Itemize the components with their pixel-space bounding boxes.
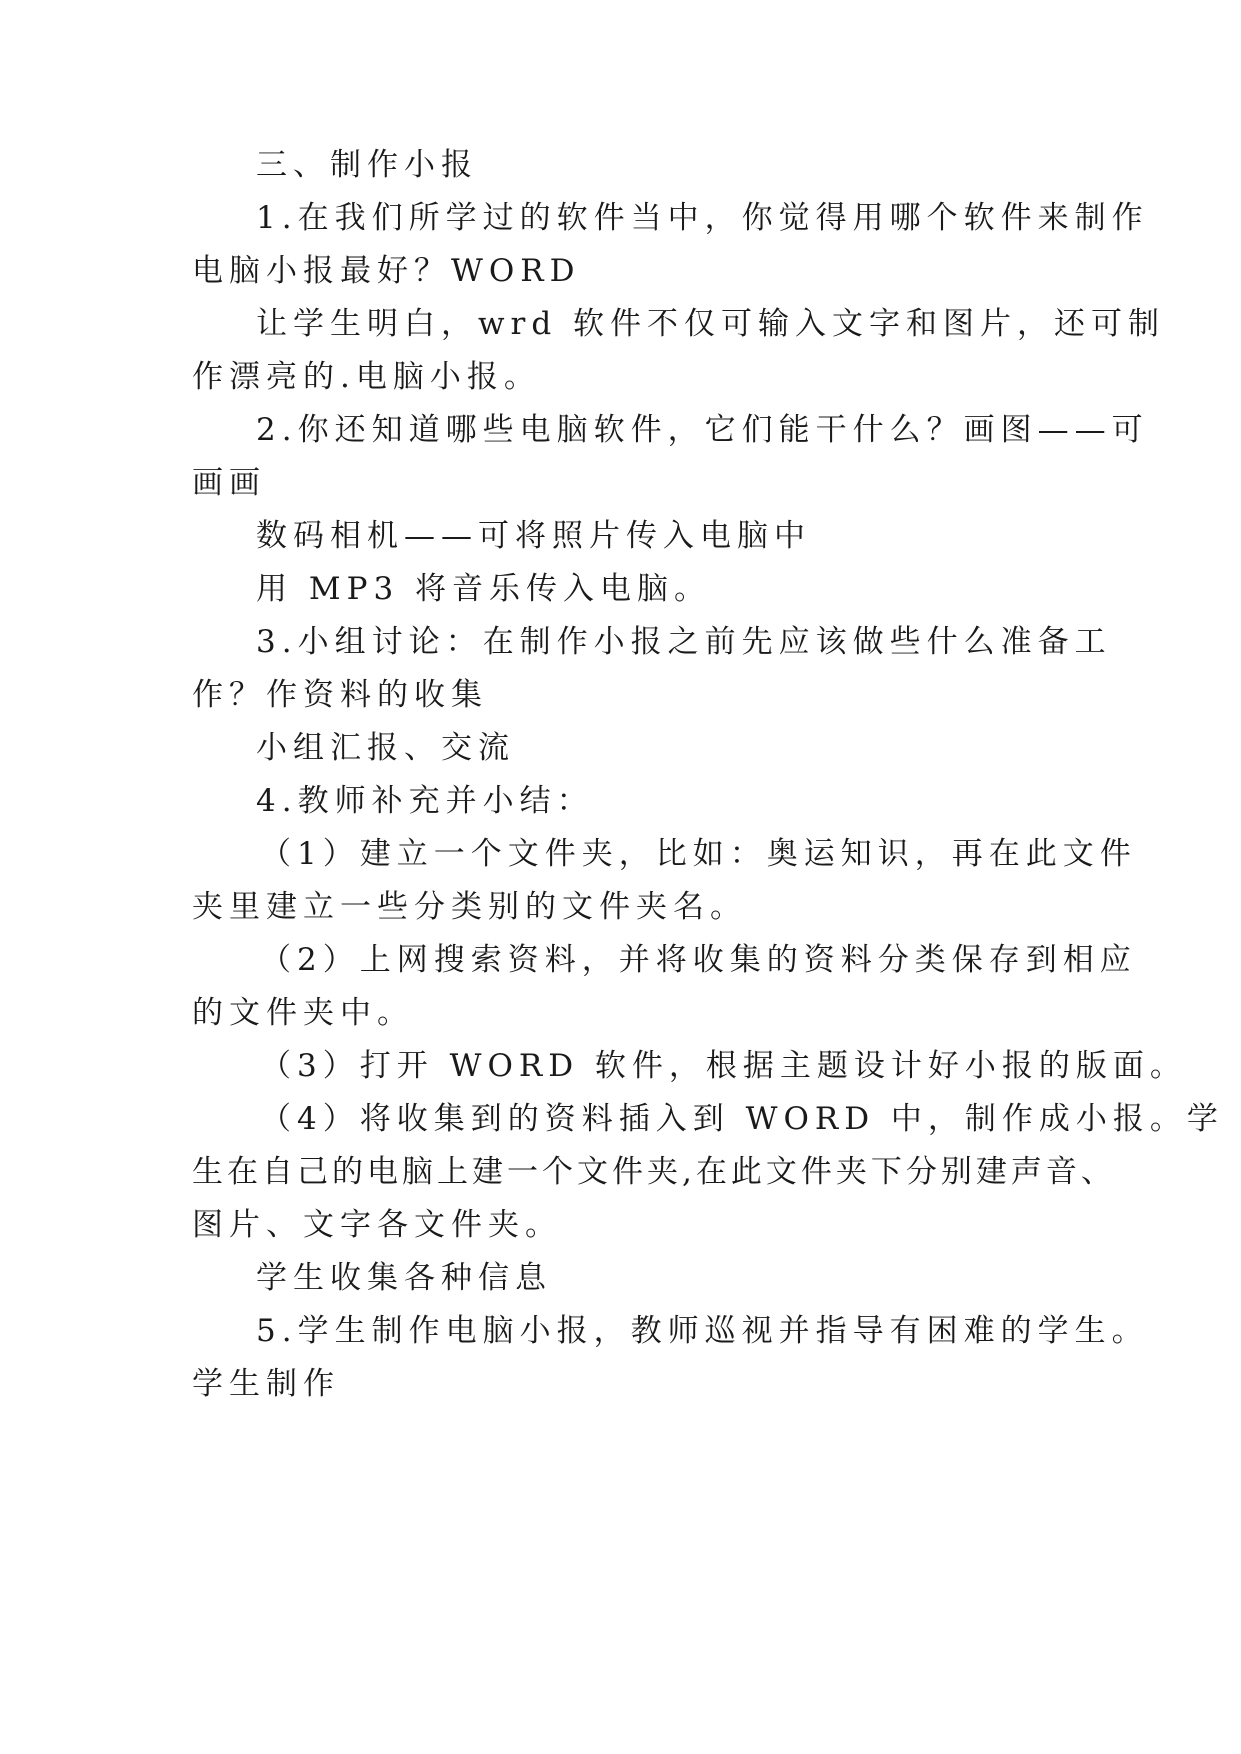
paragraph-line: 数码相机——可将照片传入电脑中 bbox=[256, 518, 811, 554]
paragraph-line: 1.在我们所学过的软件当中，你觉得用哪个软件来制作 bbox=[256, 200, 1149, 236]
paragraph-line: （1）建立一个文件夹，比如：奥运知识，再在此文件 bbox=[260, 836, 1137, 872]
paragraph-line: 2.你还知道哪些电脑软件，它们能干什么？画图——可 bbox=[256, 412, 1149, 448]
paragraph-line: 图片、文字各文件夹。 bbox=[192, 1207, 562, 1243]
paragraph-line: 生在自己的电脑上建一个文件夹,在此文件夹下分别建声音、 bbox=[192, 1154, 1116, 1190]
paragraph-line: 作？作资料的收集 bbox=[192, 677, 488, 713]
paragraph-line: 作漂亮的.电脑小报。 bbox=[192, 359, 541, 395]
paragraph-line: 3.小组讨论：在制作小报之前先应该做些什么准备工 bbox=[256, 624, 1112, 660]
paragraph-line: 用 MP3 将音乐传入电脑。 bbox=[256, 571, 712, 607]
paragraph-line: 画画 bbox=[192, 465, 266, 501]
paragraph-line: 电脑小报最好？WORD bbox=[192, 253, 581, 289]
paragraph-line: 的文件夹中。 bbox=[192, 995, 414, 1031]
paragraph-line: 学生制作 bbox=[192, 1366, 340, 1402]
paragraph-line: 夹里建立一些分类别的文件夹名。 bbox=[192, 889, 747, 925]
section-heading: 三、制作小报 bbox=[256, 147, 478, 183]
paragraph-line: 5.学生制作电脑小报，教师巡视并指导有困难的学生。 bbox=[256, 1313, 1149, 1349]
paragraph-line: 4.教师补充并小结： bbox=[256, 783, 594, 819]
paragraph-line: 让学生明白，wrd 软件不仅可输入文字和图片，还可制 bbox=[256, 306, 1166, 342]
paragraph-line: 学生收集各种信息 bbox=[256, 1260, 552, 1296]
paragraph-line: （4）将收集到的资料插入到 WORD 中，制作成小报。学 bbox=[260, 1101, 1224, 1137]
paragraph-line: 小组汇报、交流 bbox=[256, 730, 515, 766]
paragraph-line: （3）打开 WORD 软件，根据主题设计好小报的版面。 bbox=[260, 1048, 1187, 1084]
paragraph-line: （2）上网搜索资料，并将收集的资料分类保存到相应 bbox=[260, 942, 1137, 978]
